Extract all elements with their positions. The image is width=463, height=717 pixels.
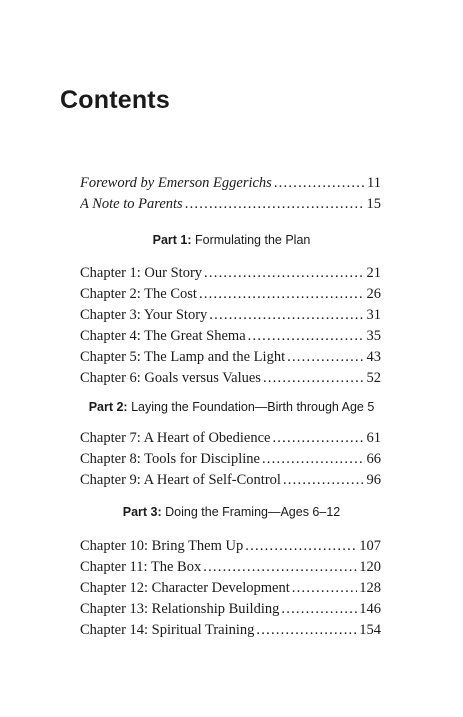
dot-leader (248, 326, 365, 347)
dot-leader (203, 557, 357, 578)
part-2-chapter-list (80, 428, 381, 491)
toc-entry-chapter-1[interactable] (80, 263, 381, 284)
toc-entry-note-to-parents[interactable] (80, 194, 381, 215)
toc-entry-label: Chapter 8: Tools for Discipline (80, 451, 260, 467)
part-label: Part 1: (152, 233, 192, 247)
toc-entry-page: 96 (366, 472, 381, 488)
part-label: Part 2: (88, 400, 128, 414)
dot-leader (292, 578, 357, 599)
toc-entry-label: Chapter 13: Relationship Building (80, 601, 280, 617)
dot-leader (199, 284, 365, 305)
toc-entry-chapter-6[interactable] (80, 368, 381, 389)
toc-entry-label: Chapter 5: The Lamp and the Light (80, 349, 286, 365)
part-3-chapter-list (80, 536, 381, 641)
part-subtitle: Doing the Framing—Ages 6–12 (165, 505, 341, 519)
toc-entry-label: Chapter 1: Our Story (80, 265, 203, 281)
toc-entry-chapter-8[interactable] (80, 449, 381, 470)
toc-entry-chapter-5[interactable] (80, 347, 381, 368)
toc-entry-page: 154 (359, 622, 381, 638)
dot-leader (272, 428, 364, 449)
toc-entry-label: Chapter 12: Character Development (80, 580, 290, 596)
part-label: Part 3: (122, 505, 162, 519)
toc-entry-page: 11 (367, 175, 381, 191)
toc-entry-label: Chapter 4: The Great Shema (80, 328, 246, 344)
toc-entry-chapter-10[interactable] (80, 536, 381, 557)
toc-entry-label: Chapter 9: A Heart of Self-Control (80, 472, 281, 488)
part-2-heading (0, 400, 463, 414)
toc-entry-chapter-12[interactable] (80, 578, 381, 599)
dot-leader (274, 173, 365, 194)
toc-entry-page: 52 (366, 370, 381, 386)
toc-entry-chapter-9[interactable] (80, 470, 381, 491)
toc-entry-chapter-2[interactable] (80, 284, 381, 305)
dot-leader (245, 536, 357, 557)
toc-entry-label: Chapter 7: A Heart of Obedience (80, 430, 271, 446)
dot-leader (281, 599, 357, 620)
dot-leader (263, 368, 365, 389)
toc-entry-page: 31 (366, 307, 381, 323)
toc-entry-page: 21 (366, 265, 381, 281)
front-matter-list (80, 173, 381, 215)
toc-entry-page: 26 (366, 286, 381, 302)
dot-leader (256, 620, 357, 641)
dot-leader (287, 347, 364, 368)
toc-entry-label: Chapter 11: The Box (80, 559, 202, 575)
toc-entry-chapter-14[interactable] (80, 620, 381, 641)
dot-leader (209, 305, 364, 326)
toc-entry-label: Chapter 2: The Cost (80, 286, 197, 302)
part-3-heading (0, 505, 463, 519)
dot-leader (262, 449, 365, 470)
toc-entry-chapter-11[interactable] (80, 557, 381, 578)
dot-leader (185, 194, 365, 215)
toc-entry-chapter-3[interactable] (80, 305, 381, 326)
toc-entry-page: 146 (359, 601, 381, 617)
toc-entry-label: Foreword by Emerson Eggerichs (80, 175, 272, 191)
toc-entry-chapter-13[interactable] (80, 599, 381, 620)
toc-entry-page: 128 (359, 580, 381, 596)
part-subtitle: Formulating the Plan (195, 233, 311, 247)
toc-entry-label: Chapter 14: Spiritual Training (80, 622, 255, 638)
toc-entry-page: 61 (366, 430, 381, 446)
dot-leader (204, 263, 364, 284)
toc-entry-chapter-4[interactable] (80, 326, 381, 347)
dot-leader (283, 470, 365, 491)
toc-entry-chapter-7[interactable] (80, 428, 381, 449)
toc-entry-page: 66 (366, 451, 381, 467)
part-subtitle: Laying the Foundation—Birth through Age 5 (131, 400, 375, 414)
toc-entry-page: 15 (366, 196, 381, 212)
toc-entry-page: 43 (366, 349, 381, 365)
toc-entry-label: A Note to Parents (80, 196, 183, 212)
toc-entry-foreword[interactable] (80, 173, 381, 194)
part-1-chapter-list (80, 263, 381, 389)
toc-entry-page: 35 (366, 328, 381, 344)
toc-entry-label: Chapter 10: Bring Them Up (80, 538, 244, 554)
toc-entry-page: 120 (359, 559, 381, 575)
part-1-heading (0, 233, 463, 247)
toc-entry-page: 107 (359, 538, 381, 554)
page-title: Contents (60, 86, 170, 114)
toc-entry-label: Chapter 3: Your Story (80, 307, 208, 323)
toc-entry-label: Chapter 6: Goals versus Values (80, 370, 261, 386)
